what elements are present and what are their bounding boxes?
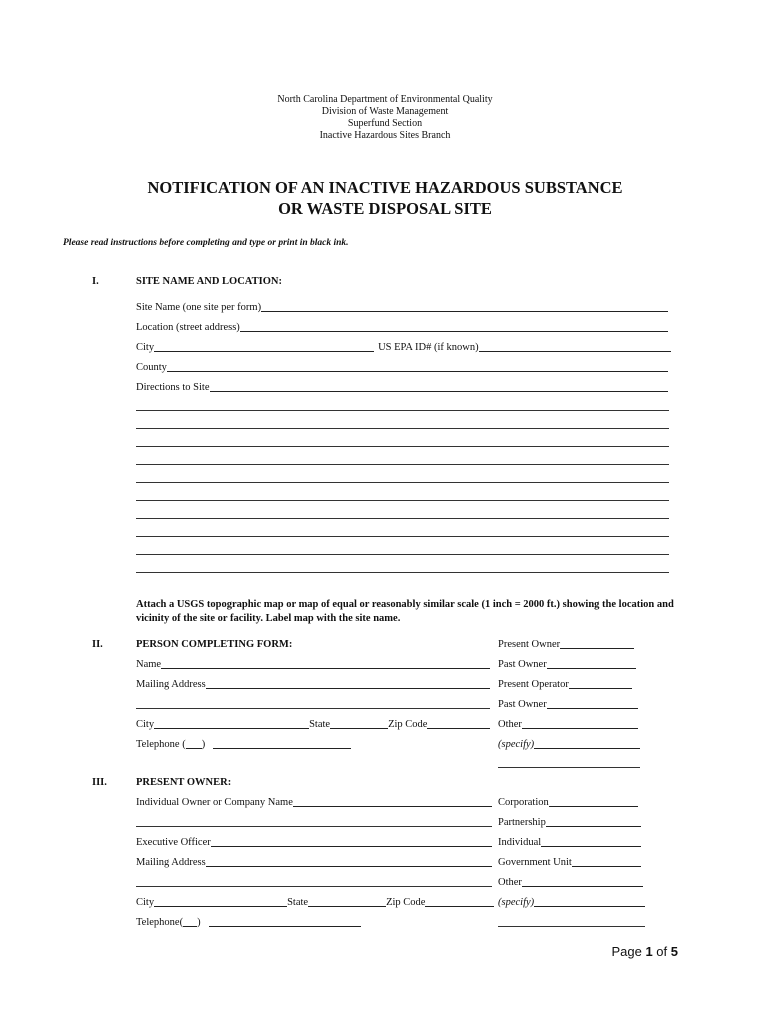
agency-line-1: North Carolina Department of Environmental Quality — [277, 94, 493, 105]
owner-address-line-2[interactable] — [136, 886, 492, 887]
owner-telephone-label: Telephone( — [136, 917, 184, 928]
completer-address-line-2[interactable] — [136, 708, 490, 709]
completer-telephone-field — [136, 738, 351, 751]
epa-id-label: US EPA ID# (if known) — [378, 342, 479, 353]
page-of: of — [656, 944, 668, 959]
location-field[interactable] — [136, 321, 668, 334]
option-corporation[interactable] — [498, 796, 638, 809]
directions-line[interactable] — [136, 572, 669, 573]
specify-owner-line-2[interactable] — [498, 926, 645, 927]
completer-telephone-input[interactable] — [213, 738, 351, 749]
owner-city-label: City — [136, 897, 155, 908]
other-label: Other — [498, 719, 522, 730]
directions-line[interactable] — [136, 464, 669, 465]
specify-owner-label: (specify) — [498, 897, 535, 908]
owner-area-code-input[interactable] — [183, 916, 197, 927]
past-owner-label: Past Owner — [498, 659, 547, 670]
option-past-owner-2[interactable] — [498, 698, 638, 711]
form-title-line-2: OR WASTE DISPOSAL SITE — [278, 199, 492, 218]
partnership-label: Partnership — [498, 817, 546, 828]
owner-telephone-field — [136, 916, 361, 929]
section-2-number: II. — [92, 639, 103, 650]
page-number — [611, 944, 678, 959]
owner-zip-input[interactable] — [425, 896, 494, 907]
city-epa-row — [136, 341, 671, 354]
directions-line[interactable] — [136, 536, 669, 537]
directions-line[interactable] — [136, 446, 669, 447]
location-label: Location (street address) — [136, 322, 240, 333]
completer-state-input[interactable] — [330, 718, 388, 729]
section-2-title: PERSON COMPLETING FORM: — [136, 639, 293, 650]
corporation-label: Corporation — [498, 797, 549, 808]
other-owner-label: Other — [498, 877, 522, 888]
section-3-number: III. — [92, 777, 107, 788]
agency-line-3: Superfund Section — [347, 118, 423, 129]
county-field[interactable] — [136, 361, 668, 374]
directions-line[interactable] — [136, 428, 669, 429]
directions-line[interactable] — [136, 500, 669, 501]
telephone-paren-close: ) — [201, 739, 206, 750]
owner-telephone-input[interactable] — [209, 916, 361, 927]
directions-line[interactable] — [136, 482, 669, 483]
option-individual[interactable] — [498, 836, 641, 849]
owner-name-field[interactable] — [136, 796, 492, 809]
option-government-unit[interactable] — [498, 856, 641, 869]
completer-state-label: State — [309, 719, 331, 730]
owner-name-label: Individual Owner or Company Name — [136, 797, 293, 808]
owner-mailing-address-label: Mailing Address — [136, 857, 206, 868]
completer-mailing-address-field[interactable] — [136, 678, 490, 691]
individual-label: Individual — [498, 837, 542, 848]
completer-city-label: City — [136, 719, 155, 730]
city-input[interactable] — [154, 341, 374, 352]
page-word: Page — [611, 944, 642, 959]
option-specify-owner[interactable] — [498, 896, 645, 909]
option-past-owner[interactable] — [498, 658, 636, 671]
government-unit-label: Government Unit — [498, 857, 572, 868]
exec-officer-field[interactable] — [136, 836, 492, 849]
option-present-operator[interactable] — [498, 678, 632, 691]
directions-line[interactable] — [136, 554, 669, 555]
present-owner-label: Present Owner — [498, 639, 561, 650]
past-owner-2-label: Past Owner — [498, 699, 547, 710]
completer-name-field[interactable] — [136, 658, 490, 671]
option-other[interactable] — [498, 718, 638, 731]
completer-mailing-address-label: Mailing Address — [136, 679, 206, 690]
specify-line-2[interactable] — [498, 767, 640, 768]
section-1-title: SITE NAME AND LOCATION: — [136, 276, 282, 287]
directions-line[interactable] — [136, 410, 669, 411]
option-specify[interactable] — [498, 738, 640, 751]
form-title-line-1: NOTIFICATION OF AN INACTIVE HAZARDOUS SUBSTANCE — [147, 178, 623, 197]
completer-city-input[interactable] — [154, 718, 309, 729]
option-present-owner[interactable] — [498, 638, 634, 651]
instructions-note: Please read instructions before completing and type or print in black ink. — [63, 238, 349, 248]
map-attachment-note: Attach a USGS topographic map or map of equal or reasonably similar scale (1 inch = 2000 ft.) showing the location and vicinity of the site or facility. Label map with the site name. — [136, 599, 674, 624]
agency-line-4: Inactive Hazardous Sites Branch — [319, 130, 451, 141]
owner-name-line-2[interactable] — [136, 826, 492, 827]
directions-line[interactable] — [136, 518, 669, 519]
owner-city-state-zip-row — [136, 896, 494, 909]
city-label: City — [136, 342, 155, 353]
section-3-title: PRESENT OWNER: — [136, 777, 232, 788]
agency-line-2: Division of Waste Management — [321, 106, 449, 117]
directions-label: Directions to Site — [136, 382, 210, 393]
completer-name-label: Name — [136, 659, 162, 670]
option-other-owner[interactable] — [498, 876, 643, 889]
county-label: County — [136, 362, 167, 373]
specify-label: (specify) — [498, 739, 535, 750]
site-name-label: Site Name (one site per form) — [136, 302, 262, 313]
owner-city-input[interactable] — [154, 896, 287, 907]
completer-telephone-label: Telephone ( — [136, 739, 186, 750]
completer-zip-input[interactable] — [427, 718, 490, 729]
page-total: 5 — [670, 944, 678, 959]
present-operator-label: Present Operator — [498, 679, 569, 690]
completer-city-state-zip-row — [136, 718, 490, 731]
directions-field[interactable] — [136, 381, 668, 394]
section-1-number: I. — [92, 276, 99, 287]
completer-area-code-input[interactable] — [186, 738, 202, 749]
completer-zip-label: Zip Code — [388, 719, 428, 730]
exec-officer-label: Executive Officer — [136, 837, 211, 848]
page-current: 1 — [645, 944, 653, 959]
telephone-paren-close: ) — [197, 917, 201, 928]
epa-id-input[interactable] — [479, 341, 671, 352]
option-partnership[interactable] — [498, 816, 641, 829]
owner-state-input[interactable] — [308, 896, 386, 907]
site-name-field[interactable] — [136, 301, 668, 314]
owner-zip-label: Zip Code — [386, 897, 426, 908]
owner-state-label: State — [287, 897, 309, 908]
owner-mailing-address-field[interactable] — [136, 856, 492, 869]
